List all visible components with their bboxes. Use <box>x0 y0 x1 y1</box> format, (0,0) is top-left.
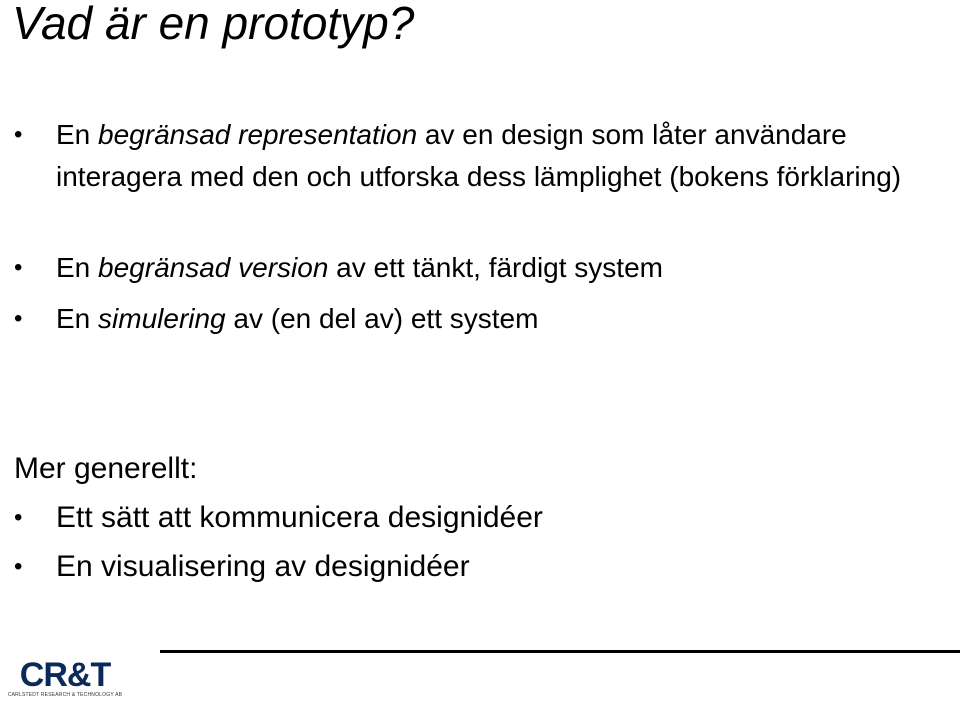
bullet-icon: • <box>14 504 23 531</box>
bullet-item <box>14 298 914 340</box>
bullet-icon: • <box>14 121 23 148</box>
company-logo <box>6 656 124 700</box>
emphasis-text: begränsad version <box>98 252 329 283</box>
bullet-item <box>14 114 914 198</box>
bullet-text: En begränsad representation av en design som låter användare interagera med den och utforska dess lämplighet (bokens förklaring) <box>56 119 902 192</box>
bullet-item <box>14 546 914 588</box>
bullet-icon: • <box>14 305 23 332</box>
logo-wordmark: CR&T <box>19 656 111 694</box>
bullet-text: En begränsad version av ett tänkt, färdigt system <box>56 252 663 283</box>
bullet-text: En simulering av (en del av) ett system <box>56 303 539 334</box>
bullet-item <box>14 497 914 539</box>
bullet-text: En visualisering av designidéer <box>56 550 470 583</box>
logo-subtitle: CARLSTEDT RESEARCH & TECHNOLOGY AB <box>7 692 123 698</box>
general-intro-text: Mer generellt: <box>14 452 198 485</box>
emphasis-text: simulering <box>98 303 226 334</box>
bullet-icon: • <box>14 553 23 580</box>
emphasis-text: begränsad representation <box>98 119 418 150</box>
bullet-icon: • <box>14 254 23 281</box>
bullet-text: Ett sätt att kommunicera designidéer <box>56 501 543 534</box>
bullet-item <box>14 247 914 289</box>
slide-title: Vad är en prototyp? <box>12 0 415 49</box>
footer-divider <box>160 650 960 653</box>
